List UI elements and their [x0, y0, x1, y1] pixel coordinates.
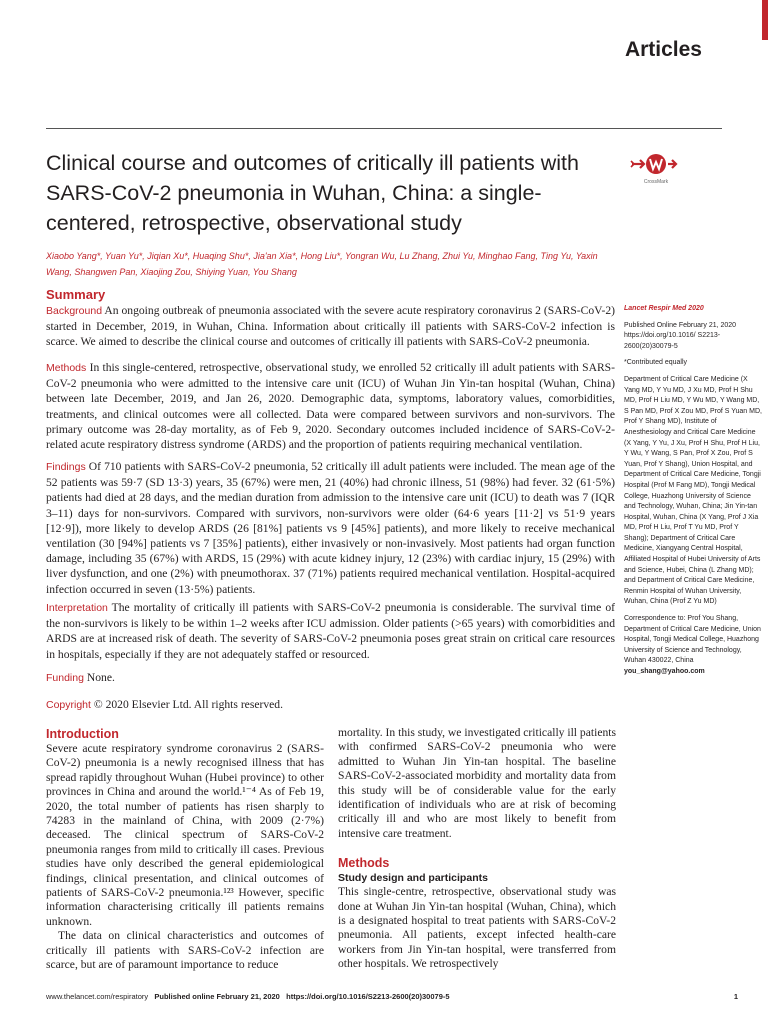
findings-label: Findings	[46, 461, 86, 473]
methods-heading: Methods	[338, 856, 390, 871]
correspondence: Correspondence to: Prof You Shang, Department of Critical Care Medicine, Union Hospital, Tongji Medical College, Huazhong University of Science and Technology, Wuhan 430022, China	[624, 615, 761, 665]
crossmark-text: CrossMark	[643, 179, 669, 185]
footer-site[interactable]: www.thelancet.com/respiratory	[46, 992, 149, 1001]
summary-methods	[46, 360, 615, 452]
body-column-1	[46, 726, 324, 973]
interpretation-label: Interpretation	[46, 602, 108, 614]
crossmark-logo[interactable]	[630, 150, 678, 186]
interpretation-text: The mortality of critically ill patients with SARS-CoV-2 pneumonia is considerable. The survival time of the non-survivors is likely to be within 1–2 weeks after ICU admission. Older patients (>65 years) with comorbidities and ARDS are at increased risk of death. The severity of SARS-CoV-2 pneumonia poses great strain on critical care resources in hospitals, especially if they are not adequately staffed or resourced.	[46, 601, 615, 661]
page-number: 1	[733, 992, 738, 1001]
article-sidebar	[624, 304, 762, 684]
publication-info[interactable]: Published Online February 21, 2020 https://doi.org/10.1016/ S2213-2600(20)30079-5	[624, 321, 737, 350]
funding-text: None.	[86, 671, 115, 684]
footer-published: Published online February 21, 2020	[154, 992, 280, 1001]
summary-funding	[46, 670, 615, 686]
author-list: Xiaobo Yang*, Yuan Yu*, Jiqian Xu*, Huaqing Shu*, Jia'an Xia*, Hong Liu*, Yongran Wu, Lu Zhang, Zhui Yu, Minghao Fang, Ting Yu, Yaxin Wang, Shangwen Pan, Xiaojing Zou, Shiying Yuan, You Shang	[46, 251, 598, 277]
summary-copyright	[46, 697, 615, 713]
header-rule	[46, 128, 722, 129]
journal-color-tab	[762, 0, 768, 40]
summary-findings	[46, 459, 615, 597]
summary-background	[46, 303, 615, 350]
body-column-2	[338, 726, 616, 972]
affiliations: Department of Critical Care Medicine (X Yang MD, Y Yu MD, J Xu MD, Prof H Shu MD, Prof H Liu MD, Y Wu MD, Y Wang MD, S Pan MD, Prof X Zou MD, Prof S Yuan MD, Prof Y Shang MD), Institute of Anesthesiology and Critical Care Medicine (X Yang, Y Yu, J Xu, Prof H Shu, Prof H Liu, Y Wu, Y Wang, S Pan, Prof X Zou, Prof S Yuan, Prof Y Shang), Union Hospital, and Department of Critical Care Medicine, Tongji Hospital (Prof M Fang MD), Tongji Medical College, Huazhong University of Science and Technology, Wuhan, China; Jin Yin-tan Hospital, Wuhan, China (X Yang, Prof J Xia MD, Prof H Liu, Prof T Yu MD, Prof Y Shang); Department of Critical Care Medicine, Xiangyang Central Hospital, Affiliated Hospital of Hubei University of Arts and Science, Hubei, China (L Zhang MD); and Department of Critical Care Medicine, Renmin Hospital of Wuhan University, Wuhan, China (Prof Z Yu MD)	[624, 375, 762, 606]
section-heading: Articles	[624, 38, 702, 61]
funding-label: Funding	[46, 672, 84, 684]
summary-heading: Summary	[46, 287, 106, 302]
footer-doi[interactable]: https://doi.org/10.1016/S2213-2600(20)30079-5	[286, 992, 450, 1001]
introduction-heading: Introduction	[46, 727, 119, 741]
article-title: Clinical course and outcomes of critically ill patients with SARS-CoV-2 pneumonia in Wuhan, China: a single-centered, retrospective, observational study	[46, 151, 579, 235]
correspondence-email[interactable]: you_shang@yahoo.com	[624, 668, 705, 675]
study-design-heading: Study design and participants	[338, 872, 488, 885]
contributed-note: *Contributed equally	[624, 359, 688, 367]
page-footer	[46, 992, 450, 1001]
summary-interpretation	[46, 600, 615, 662]
crossmark-icon	[630, 150, 678, 186]
introduction-paragraph-3: mortality. In this study, we investigated critically ill patients with confirmed SARS-CoV-2 pneumonia who were admitted to Wuhan Jin Yin-tan hospital. The baseline SARS-CoV-2-associated morbidity and mortality data from this study will be of considerable value for the early identification of individuals who are at risk of becoming critically ill and who are most likely to benefit from intensive care treatment.	[338, 726, 616, 840]
background-label: Background	[46, 305, 103, 317]
methods-label: Methods	[46, 362, 87, 374]
journal-citation: Lancet Respir Med 2020	[624, 305, 704, 312]
methods-text: In this single-centered, retrospective, observational study, we enrolled 52 critically ill adult patients with SARS-CoV-2 pneumonia who were admitted to the intensive care unit (ICU) of Wuhan Jin Yin-tan hospital (Wuhan, China) between late December, 2019, and Jan 26, 2020. Demographic data, symptoms, laboratory values, comorbidities, treatments, and clinical outcomes were all collected. Data were compared between survivors and non-survivors. The primary outcome was 28-day mortality, as of Feb 9, 2020. Secondary outcomes included incidence of SARS-CoV-2-related acute respiratory distress syndrome (ARDS) and the proportion of patients requiring mechanical ventilation.	[46, 361, 615, 452]
copyright-label: Copyright	[46, 699, 91, 711]
background-text: An ongoing outbreak of pneumonia associated with the severe acute respiratory coronavirus 2 (SARS-CoV-2) started in December, 2019, in Wuhan, China. Information about critically ill patients with SARS-CoV-2 infection is scarce. We aimed to describe the clinical course and outcomes of critically ill patients with SARS-CoV-2 pneumonia.	[46, 304, 615, 349]
introduction-paragraph-1: Severe acute respiratory syndrome coronavirus 2 (SARS-CoV-2) pneumonia is a newly recognised illness that has spread rapidly throughout Wuhan (Hubei province) to other provinces in China and around the world.¹⁻⁴ As of Feb 19, 2020, the total number of patients has risen sharply to 74283 in the mainland of China, with 2009 (2·7%) deceased. The clinical spectrum of SARS-CoV-2 pneumonia ranges from mild to critically ill cases. Previous studies have only described the general epidemiological findings, clinical presentation, and clinical outcomes of patients of SARS-CoV-2 pneumonia.¹²³ However, specific information characterising critically ill patients remains unknown.	[46, 742, 324, 928]
findings-text: Of 710 patients with SARS-CoV-2 pneumonia, 52 critically ill adult patients were included. The mean age of the 52 patients was 59·7 (SD 13·3) years, 35 (67%) were men, 21 (40%) had chronic illness, 51 (98%) had fever. 32 (61·5%) patients had died at 28 days, and the median duration from admission to the intensive care unit (ICU) to death was 7 (IQR 3–11) days for non-survivors. Compared with survivors, non-survivors were older (64·6 years [11·2] vs 51·9 years [12·9]), more likely to develop ARDS (26 [81%] patients vs 9 [45%] patients), and more likely to receive mechanical ventilation (30 [94%] patients vs 7 [35%] patients), either invasively or non-invasively. Most patients had organ function damage, including 35 (67%) with ARDS, 15 (29%) with acute kidney injury, 12 (23%) with cardiac injury, 15 (29%) with liver dysfunction, and one (2%) with pneumothorax. 37 (71%) patients required mechanical ventilation. Hospital-acquired infection occurred in seven (13·5%) patients.	[46, 460, 615, 596]
copyright-text: © 2020 Elsevier Ltd. All rights reserved.	[93, 698, 283, 711]
study-design-paragraph: This single-centre, retrospective, observational study was done at Wuhan Jin Yin-tan hospital (Wuhan, China), which is a designated hospital to treat patients with SARS-CoV-2 pneumonia. All patients, except infected health-care workers from Jin Yin-tan hospital, were transferred from other hospitals. We retrospectively	[338, 885, 616, 971]
introduction-paragraph-2: The data on clinical characteristics and outcomes of critically ill patients with SARS-CoV-2 infection are scarce, but are of paramount importance to reduce	[46, 929, 324, 972]
